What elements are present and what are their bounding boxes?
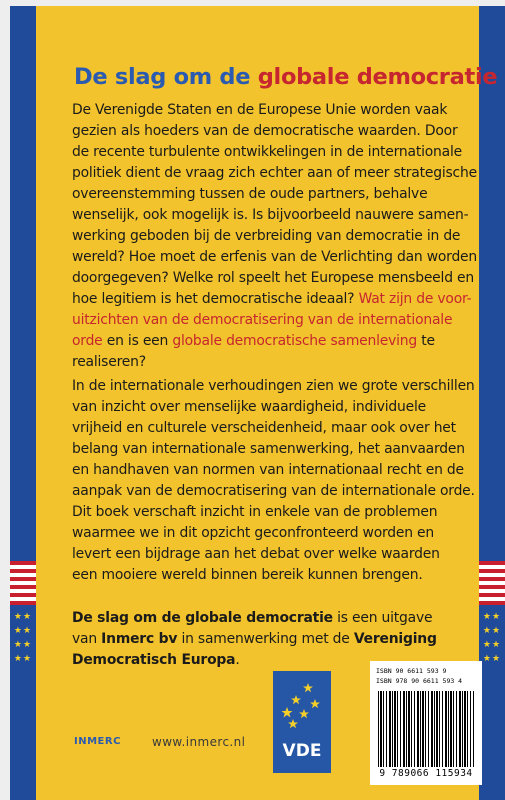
vde-logo bbox=[273, 671, 331, 773]
text-segment: . bbox=[235, 652, 240, 668]
text-line: van inzicht over menselijke waardigheid, individuele bbox=[72, 399, 427, 415]
highlight-text: Wat zijn de voor- bbox=[358, 291, 472, 307]
text-line bbox=[72, 289, 477, 310]
text-segment: hoe legitiem is het democratische ideaal? bbox=[72, 291, 359, 307]
website-url: www.inmerc.nl bbox=[152, 735, 246, 749]
flag-stripes bbox=[479, 561, 505, 605]
text-segment: te bbox=[417, 333, 435, 349]
left-flag-emblem bbox=[10, 561, 36, 679]
back-cover bbox=[10, 6, 505, 800]
text-line: In de internationale verhoudingen zien we grote verschillen bbox=[72, 378, 475, 394]
text-line: en handhaven van normen van internationaal recht en de bbox=[72, 462, 464, 478]
text-segment: is een uitgave bbox=[332, 610, 433, 626]
right-blue-band bbox=[479, 6, 505, 800]
vde-stars-icon bbox=[279, 677, 325, 729]
flag-stripes bbox=[10, 561, 36, 605]
highlight-text: orde bbox=[72, 333, 103, 349]
paragraph-2 bbox=[72, 376, 475, 586]
paragraph-1 bbox=[72, 100, 477, 373]
vde-label: VDE bbox=[282, 741, 322, 761]
text-line: De Verenigde Staten en de Europese Unie worden vaak bbox=[72, 102, 448, 118]
bold-publisher: Inmerc bv bbox=[101, 631, 178, 647]
text-line: gezien als hoeders van de democratische waarden. Door bbox=[72, 123, 458, 139]
bold-title-ref: De slag om de globale democratie bbox=[72, 610, 333, 626]
text-line: doorgegeven? Welke rol speelt het Europese mensbeeld en bbox=[72, 270, 474, 286]
barcode-panel bbox=[370, 661, 482, 785]
isbn-13: ISBN 978 90 6611 593 4 bbox=[376, 677, 463, 685]
text-line bbox=[72, 629, 437, 650]
text-line: werking geboden bij de verbreiding van democratie in de bbox=[72, 228, 461, 244]
highlight-line: uitzichten van de democratisering van de internationale bbox=[72, 312, 453, 328]
text-line: wereld? Hoe moet de erfenis van de Verlichting dan worden bbox=[72, 249, 478, 265]
text-line: levert een bijdrage aan het debat over welke waarden bbox=[72, 546, 440, 562]
title-part-2: globale democratie bbox=[257, 64, 498, 90]
eu-stars-icon: ★★ ★★ ★★ ★★ bbox=[10, 605, 36, 679]
text-line bbox=[72, 608, 437, 629]
text-line: overeenstemming tussen de oude partners, behalve bbox=[72, 186, 428, 202]
text-line: wenselijk, ook mogelijk is. Is bijvoorbeeld nauwere samen- bbox=[72, 207, 469, 223]
text-line: politiek dient de vraag zich echter aan of meer strategische bbox=[72, 165, 477, 181]
text-line: Dit boek verschaft inzicht in enkele van de problemen bbox=[72, 504, 438, 520]
text-segment: van bbox=[72, 631, 102, 647]
book-title bbox=[74, 64, 497, 90]
barcode-digits: 9 789066 115934 bbox=[379, 768, 473, 779]
left-blue-band bbox=[10, 6, 36, 800]
text-segment: in samenwerking met de bbox=[177, 631, 354, 647]
isbn-10: ISBN 90 6611 593 9 bbox=[376, 667, 447, 675]
text-line: vrijheid en culturele verscheidenheid, maar ook over het bbox=[72, 420, 456, 436]
eu-stars-icon: ★★ ★★ ★★ ★★ bbox=[479, 605, 505, 679]
barcode-icon bbox=[378, 691, 474, 767]
highlight-text: globale democratische samenleving bbox=[172, 333, 418, 349]
text-segment: en is een bbox=[102, 333, 173, 349]
text-line: belang van internationale samenwerking, het aanvaarden bbox=[72, 441, 465, 457]
text-line: waarmee we in dit opzicht geconfronteerd worden en bbox=[72, 525, 434, 541]
text-line: de recente turbulente ontwikkelingen in de internationale bbox=[72, 144, 462, 160]
text-line: realiseren? bbox=[72, 354, 146, 370]
bold-organization: Democratisch Europa bbox=[72, 652, 236, 668]
inmerc-logo: INMERC bbox=[74, 736, 121, 747]
right-flag-emblem bbox=[479, 561, 505, 679]
bold-organization: Vereniging bbox=[353, 631, 437, 647]
text-line: een mooiere wereld binnen bereik kunnen brengen. bbox=[72, 567, 423, 583]
text-line: aanpak van de democratisering van de internationale orde. bbox=[72, 483, 475, 499]
text-line bbox=[72, 331, 477, 352]
title-part-1: De slag om de bbox=[74, 64, 258, 90]
